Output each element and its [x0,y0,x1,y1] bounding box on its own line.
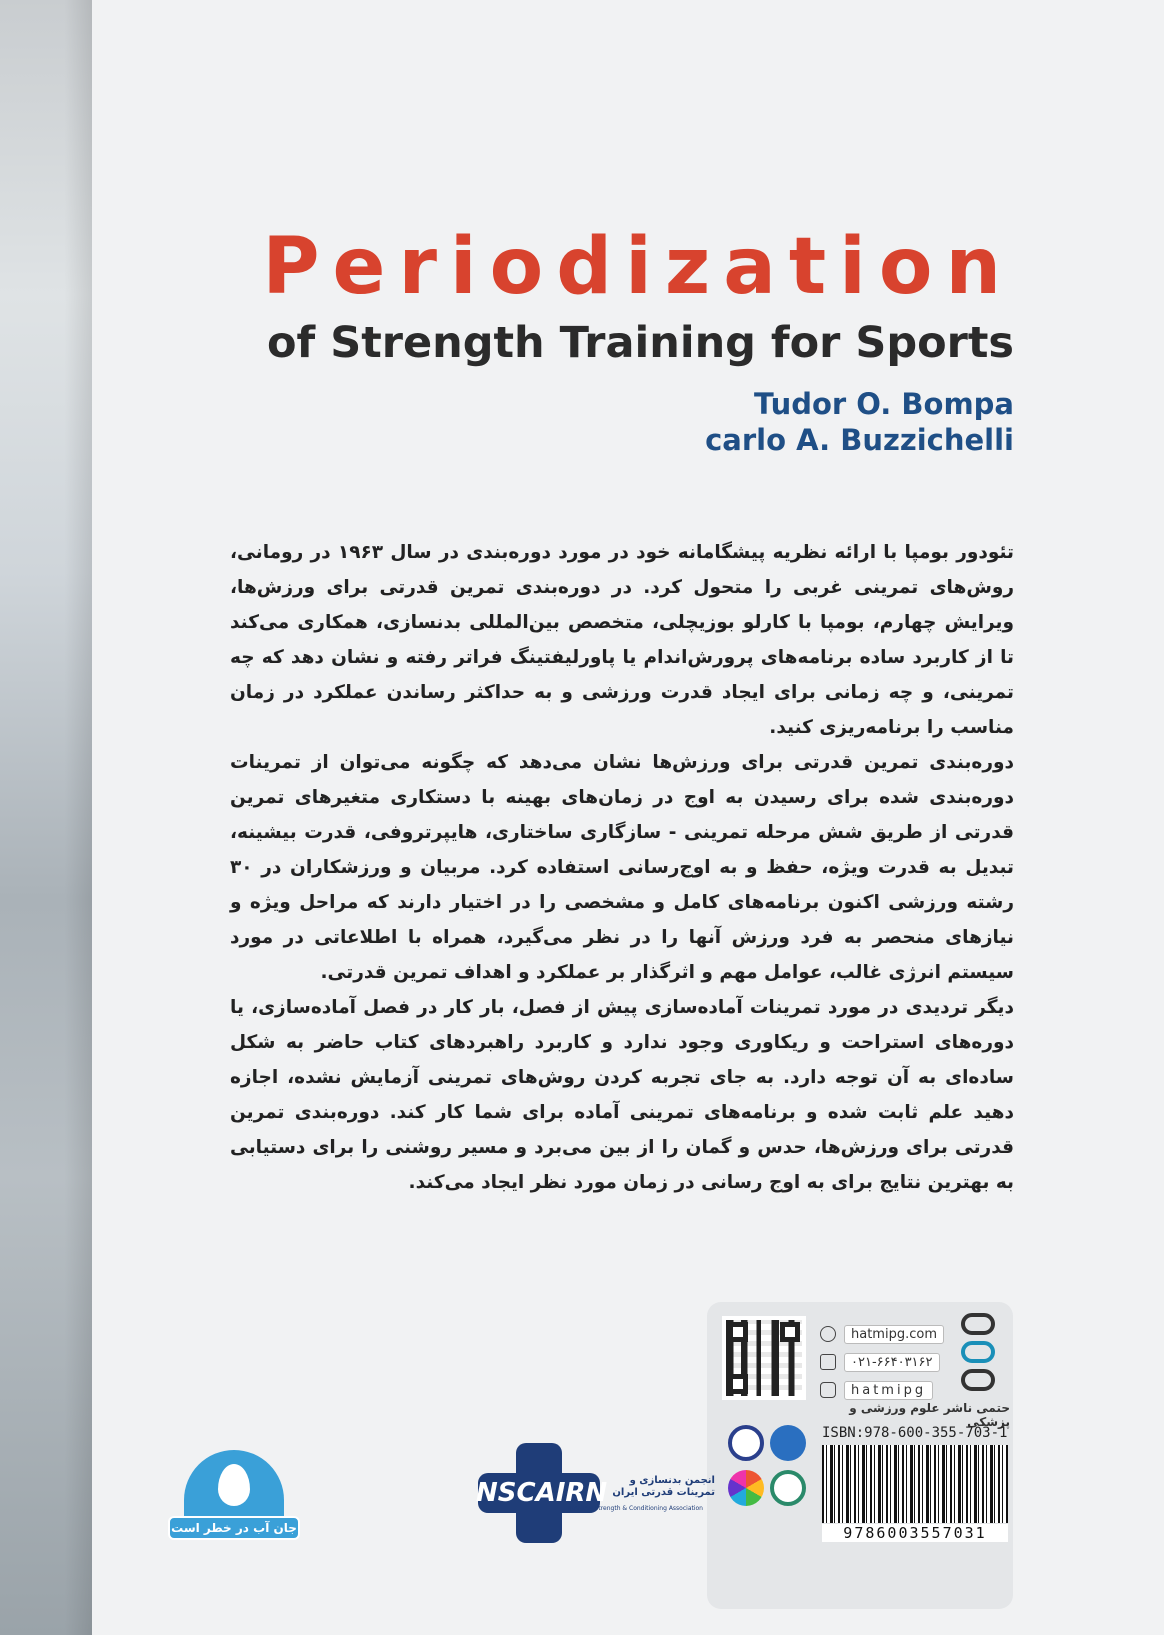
blurb-paragraph-2: دوره‌بندی تمرین قدرتی برای ورزش‌ها نشان می‌دهد که چگونه می‌توان از تمرینات دوره‌بندی شده برای رسیدن به اوج در زمان‌های بهینه با دستکاری متغیرهای تمرین قدرتی از طریق شش مرحله تمرینی - سازگاری ساختاری، هایپرتروفی، قدرت بیشینه، تبدیل به قدرت ویژه، حفظ و به اوج‌رسانی استفاده کرد. مربیان و ورزشکاران در ۳۰ رشته ورزشی اکنون برنامه‌های کامل و مشخصی را در اختیار دارند که مراحل ویژه و نیازهای منحصر به فرد ورزش آنها را در نظر می‌گیرد، همراه با اطلاعاتی در مورد سیستم انرژی غالب، عوامل مهم و اثرگذار بر عملکرد و اهداف تمرین قدرتی. [230,752,1014,983]
author-2: carlo A. Buzzichelli [705,423,1014,457]
nsca-persian-name: انجمن بدنسازی و تمرینات قدرتی ایران [612,1475,715,1498]
publisher-logo-icon [953,1313,1003,1391]
spine-shadow [0,0,92,1635]
logo-ring-icon [961,1369,995,1391]
logo-ring-icon [961,1341,995,1363]
phone-row [820,1350,940,1374]
website-row [820,1322,944,1346]
instagram-text: hatmipg [844,1381,933,1400]
color-wheel-icon [728,1470,764,1506]
runner-icon [728,1425,764,1461]
water-badge-text: جان آب در خطر است [168,1516,300,1540]
qr-finder-icon [728,1374,748,1394]
water-campaign-badge [168,1450,300,1542]
qr-finder-icon [728,1322,748,1342]
phone-icon [820,1354,836,1370]
instagram-row [820,1378,933,1402]
globe-icon [820,1326,836,1342]
isbn-text: ISBN:978-600-355-703-1 [822,1425,1008,1441]
nsca-logo [468,1443,718,1543]
water-drop-icon [218,1464,250,1506]
instagram-icon [820,1382,836,1398]
athlete-icon [770,1425,806,1461]
blurb-paragraph-1: تئودور بومپا با ارائه نظریه پیشگامانه خود در مورد دوره‌بندی در سال ۱۹۶۳ در رومانی، روش‌های تمرینی غربی را متحول کرد. در دوره‌بندی تمرین قدرتی برای ورزش‌ها، ویرایش چهارم، بومپا با کارلو بوزیچلی، متخصص بین‌المللی بدنسازی، همکاری می‌کند تا از کاربرد ساده برنامه‌های پرورش‌اندام یا پاورلیفتینگ فراتر رفته و نشان دهد که چه تمرینی، و چه زمانی برای ایجاد قدرت ورزشی و به حداکثر رساندن عملکرد در زمان مناسب را برنامه‌ریزی کنید. [230,542,1014,738]
logo-ring-icon [961,1313,995,1335]
nsca-english-name: IRANIAN Strength & Conditioning Association [568,1505,703,1512]
author-1: Tudor O. Bompa [753,387,1014,421]
barcode-icon [822,1445,1008,1523]
blurb-text [230,535,1014,1200]
book-title: Periodization [262,222,1014,312]
barcode-number: 9786003557031 [822,1524,1008,1542]
publisher-name: حتمی ناشر علوم ورزشی و پزشکی [849,1401,1010,1429]
blurb-paragraph-3: دیگر تردیدی در مورد تمرینات آماده‌سازی پیش از فصل، بار کار در فصل آماده‌سازی، یا دوره‌های استراحت و ریکاوری وجود ندارد و کاربرد راهبردهای کتاب حاضر به شکل ساده‌ای به آن توجه دارد. به جای تجربه کردن روش‌های تمرینی آزمایش نشده، اجازه دهید علم ثابت شده و برنامه‌های تمرینی آماده برای شما کار کند. دوره‌بندی تمرین قدرتی برای ورزش‌ها، حدس و گمان را از بین می‌برد و مسیر روشنی را برای دستیابی به بهترین نتایج برای به اوج رسانی در زمان مورد نظر ایجاد می‌کند. [230,997,1014,1193]
qr-finder-icon [780,1322,800,1342]
book-subtitle: of Strength Training for Sports [267,318,1014,368]
nsca-label: NSCAIRN [476,1478,608,1508]
qr-code-icon [722,1316,806,1400]
phone-text: ۰۲۱-۶۶۴۰۳۱۶۲ [844,1353,940,1372]
association-icon [770,1470,806,1506]
website-text: hatmipg.com [844,1325,944,1344]
